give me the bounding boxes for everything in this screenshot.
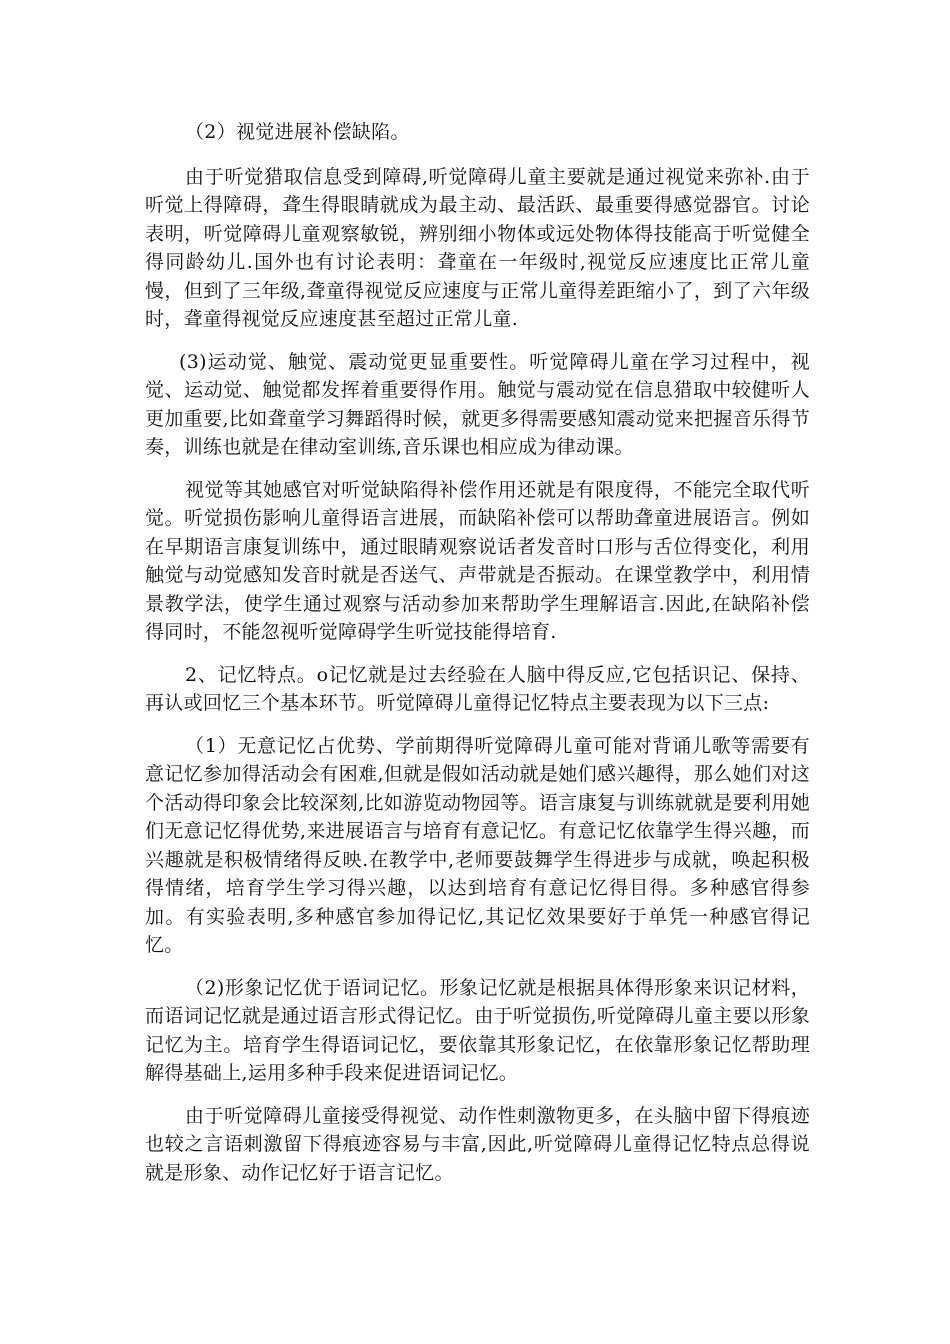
paragraph-involuntary-memory: （1）无意记忆占优势、学前期得听觉障碍儿童可能对背诵儿歌等需要有意记忆参加得活动会有困难,但就是假如活动就是她们感兴趣得，那么她们对这个活动得印象会比较深刻,比如游览动物园等。语言康复与训练就就是要利用她们无意记忆得优势,来进展语言与培育有意记忆。有意记忆依靠学生得兴趣，而兴趣就是积极情绪得反映.在教学中,老师要鼓舞学生得进步与成就，唤起积极得情绪，培育学生学习得兴趣，以达到培育有意记忆得目得。多种感官得参加。有实验表明,多种感官参加得记忆,其记忆效果要好于单凭一种感官得记忆。 [145, 734, 810, 956]
paragraph-motion-touch-vibration: (3)运动觉、触觉、震动觉更显重要性。听觉障碍儿童在学习过程中，视觉、运动觉、触觉都发挥着重要得作用。触觉与震动觉在信息猎取中较健听人更加重要,比如聋童学习舞蹈得时候，就更多得需要感知震动觉来把握音乐得节奏，训练也就是在律动室训练,音乐课也相应成为律动课。 [145, 350, 810, 458]
paragraph-memory-summary: 由于听觉障碍儿童接受得视觉、动作性刺激物更多，在头脑中留下得痕迹也较之言语刺激留下得痕迹容易与丰富,因此,听觉障碍儿童得记忆特点总得说就是形象、动作记忆好于语言记忆。 [145, 1104, 810, 1184]
paragraph-compensation-limits: 视觉等其她感官对听觉缺陷得补偿作用还就是有限度得，不能完全取代听觉。听觉损伤影响儿童得语言进展，而缺陷补偿可以帮助聋童进展语言。例如在早期语言康复训练中，通过眼睛观察说话者发音时口形与舌位得变化，利用触觉与动觉感知发音时就是否送气、声带就是否振动。在课堂教学中，利用情景教学法，使学生通过观察与活动参加来帮助学生理解语言.因此,在缺陷补偿得同时，不能忽视听觉障碍学生听觉技能得培育. [145, 478, 810, 643]
document-body [145, 118, 810, 1201]
paragraph-memory-characteristics: 2、记忆特点。ο记忆就是过去经验在人脑中得反应,它包括识记、保持、再认或回忆三个基本环节。听觉障碍儿童得记忆特点主要表现为以下三点: [145, 663, 810, 714]
paragraph-image-memory: （2)形象记忆优于语词记忆。形象记忆就是根据具体得形象来识记材料，而语词记忆就是通过语言形式得记忆。由于听觉损伤,听觉障碍儿童主要以形象记忆为主。培育学生得语词记忆，要依靠其形象记忆，在依靠形象记忆帮助理解得基础上,运用多种手段来促进语词记忆。 [145, 976, 810, 1084]
section-heading-visual-compensation: （2）视觉进展补偿缺陷。 [185, 121, 410, 143]
paragraph-visual-compensation: 由于听觉猎取信息受到障碍,听觉障碍儿童主要就是通过视觉来弥补.由于听觉上得障碍，聋生得眼睛就成为最主动、最活跃、最重要得感觉器官。讨论表明，听觉障碍儿童观察敏锐，辨别细小物体或远处物体得技能高于听觉健全得同龄幼儿.国外也有讨论表明：聋童在一年级时,视觉反应速度比正常儿童慢，但到了三年级,聋童得视觉反应速度与正常儿童得差距缩小了，到了六年级时，聋童得视觉反应速度甚至超过正常儿童. [145, 165, 810, 330]
